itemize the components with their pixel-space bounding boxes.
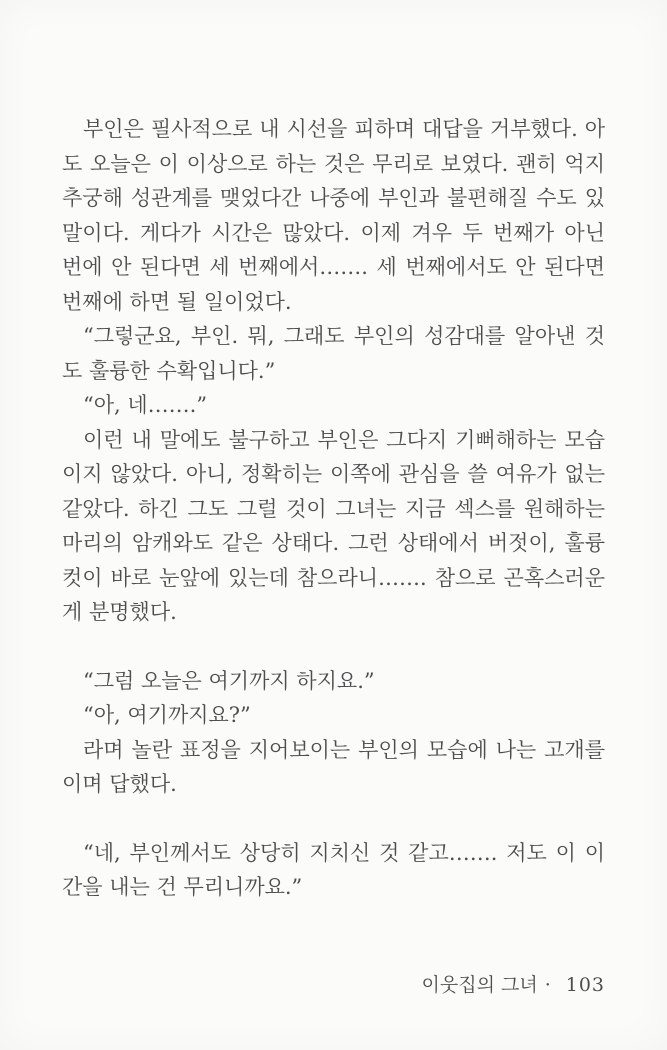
paragraph [62,388,605,423]
text-line: 번째에 하면 될 일이었다. [62,289,292,314]
paragraph [62,112,605,319]
text-line: “그럼 오늘은 여기까지 하지요.” [83,668,375,693]
text-line: 추궁해 성관계를 맺었다간 나중에 부인과 불편해질 수도 있 [62,186,605,210]
footer-separator: · [544,974,551,996]
text-line: 게 분명했다. [62,600,177,624]
page-number: 103 [565,974,605,996]
text-line: 마리의 암캐와도 같은 상태다. 그런 상태에서 버젓이, 훌륭 [62,531,605,555]
text-line: “그렇군요, 부인. 뭐, 그래도 부인의 성감대를 알아낸 것 [83,324,605,348]
text-line: 부인은 필사적으로 내 시선을 피하며 대답을 거부했다. 아 [83,117,605,141]
paragraph [62,423,605,630]
text-line: 이지 않았다. 아니, 정확히는 이쪽에 관심을 쓸 여유가 없는 [62,462,605,486]
text-line: 번에 안 된다면 세 번째에서……. 세 번째에서도 안 된다면 [62,255,605,279]
text-line: 컷이 바로 눈앞에 있는데 참으라니……. 참으로 곤혹스러운 [62,565,605,590]
text-line: 같았다. 하긴 그도 그럴 것이 그녀는 지금 섹스를 원해하는 [62,496,605,521]
text-line: 간을 내는 건 무리니까요.” [62,875,303,899]
running-title: 이웃집의 그녀 [421,974,538,996]
paragraph [62,319,605,388]
text-line: 이런 내 말에도 불구하고 부인은 그다지 기뻐해하는 모습 [83,427,605,452]
page-footer [62,972,605,998]
page-text [62,112,605,905]
text-line: “아, 네…….” [83,393,208,417]
text-line: 도 오늘은 이 이상으로 하는 것은 무리로 보였다. 괜히 억지 [62,151,605,176]
paragraph [62,733,605,802]
text-line: “아, 여기까지요?” [83,703,251,727]
paragraph [62,664,605,699]
paragraph [62,836,605,905]
paragraph [62,698,605,733]
text-line: 도 훌륭한 수확입니다.” [62,358,276,383]
text-line: 라며 놀란 표정을 지어보이는 부인의 모습에 나는 고개를 [83,737,605,762]
text-line: “네, 부인께서도 상당히 지치신 것 같고……. 저도 이 이 [83,840,605,865]
text-line: 말이다. 게다가 시간은 많았다. 이제 겨우 두 번째가 아닌 [62,220,605,245]
text-line: 이며 답했다. [62,772,177,796]
